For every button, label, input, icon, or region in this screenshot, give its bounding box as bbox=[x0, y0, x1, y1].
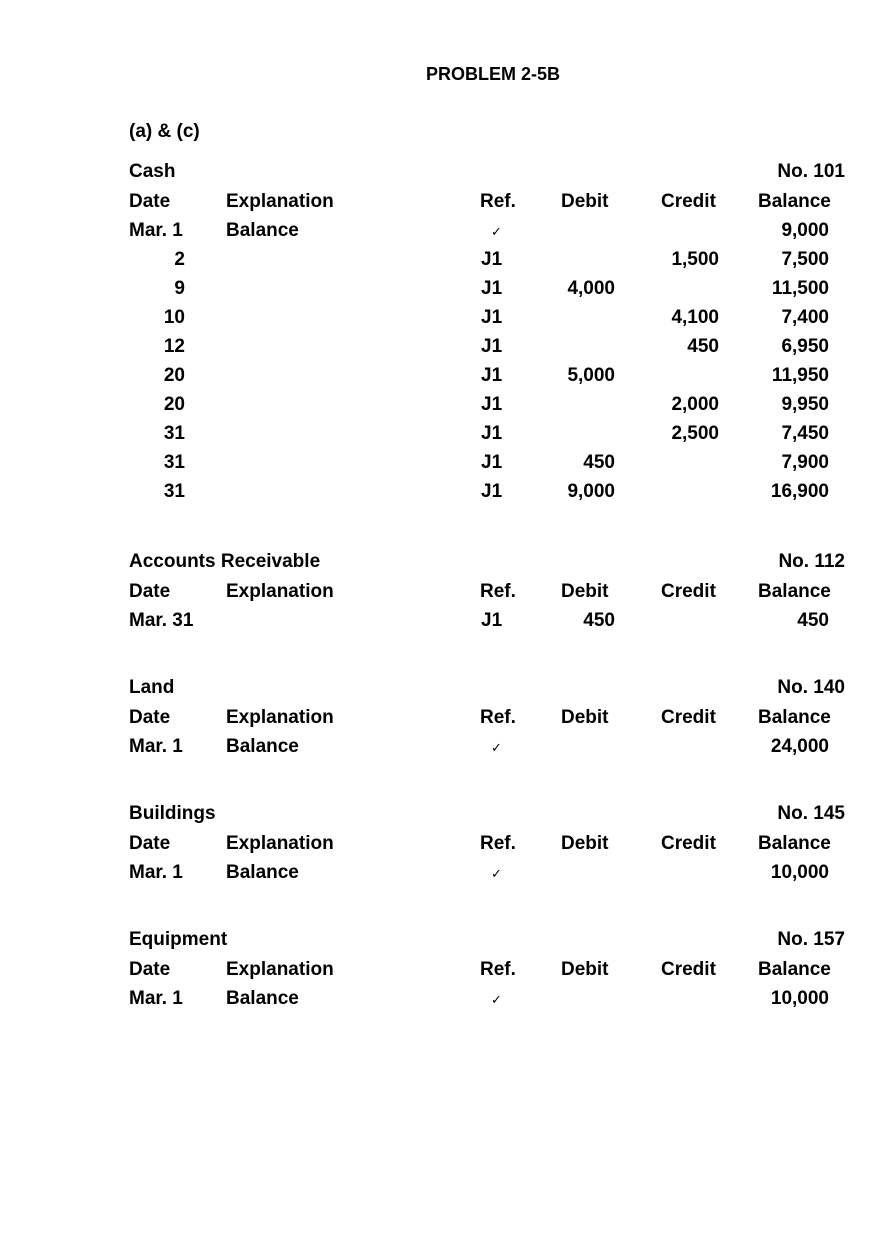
cell-balance: 11,500 bbox=[771, 278, 829, 299]
cell-ref: J1 bbox=[481, 452, 503, 473]
column-header-date: Date bbox=[129, 833, 171, 854]
cell-balance: 11,950 bbox=[771, 365, 829, 386]
account-header bbox=[129, 551, 845, 581]
ledger-row bbox=[129, 336, 845, 365]
ledger-row bbox=[129, 394, 845, 423]
cell-balance: 24,000 bbox=[770, 736, 829, 757]
cell-debit: 5,000 bbox=[567, 365, 615, 386]
cell-date: 10 bbox=[163, 307, 185, 328]
ledger-account-accounts-receivable bbox=[129, 551, 845, 639]
column-header-ref: Ref. bbox=[480, 191, 516, 212]
column-header-explanation: Explanation bbox=[226, 191, 334, 212]
column-header-ref: Ref. bbox=[480, 581, 516, 602]
ledger-row bbox=[129, 736, 845, 765]
column-header-balance: Balance bbox=[758, 959, 831, 980]
column-header-balance: Balance bbox=[758, 581, 831, 602]
ledger-row bbox=[129, 452, 845, 481]
column-header-debit: Debit bbox=[561, 191, 609, 212]
cell-balance: 9,000 bbox=[781, 220, 829, 241]
column-header-debit: Debit bbox=[561, 959, 609, 980]
checkmark-icon: ✓ bbox=[491, 740, 502, 755]
account-number: No. 112 bbox=[778, 551, 845, 572]
cell-debit: 9,000 bbox=[567, 481, 615, 502]
cell-balance: 16,900 bbox=[770, 481, 829, 502]
cell-balance: 7,500 bbox=[781, 249, 829, 270]
column-header-balance: Balance bbox=[758, 833, 831, 854]
column-header-explanation: Explanation bbox=[226, 581, 334, 602]
column-header-date: Date bbox=[129, 191, 171, 212]
account-number: No. 101 bbox=[777, 161, 845, 182]
cell-credit: 1,500 bbox=[671, 249, 719, 270]
ledger-row bbox=[129, 278, 845, 307]
account-header bbox=[129, 677, 845, 707]
cell-date: 20 bbox=[163, 394, 185, 415]
ledger-account-buildings bbox=[129, 803, 845, 891]
cell-ref: J1 bbox=[481, 307, 503, 328]
cell-balance: 9,950 bbox=[781, 394, 829, 415]
column-header-ref: Ref. bbox=[480, 959, 516, 980]
cell-balance: 6,950 bbox=[781, 336, 829, 357]
column-header-date: Date bbox=[129, 581, 171, 602]
cell-explanation: Balance bbox=[226, 988, 299, 1009]
cell-debit: 450 bbox=[583, 452, 615, 473]
column-header-balance: Balance bbox=[758, 707, 831, 728]
cell-ref: J1 bbox=[481, 278, 503, 299]
cell-ref: J1 bbox=[481, 481, 503, 502]
account-header bbox=[129, 929, 845, 959]
checkmark-icon: ✓ bbox=[491, 866, 502, 881]
ledger-row bbox=[129, 862, 845, 891]
column-header-credit: Credit bbox=[661, 581, 716, 602]
cell-debit: 4,000 bbox=[567, 278, 615, 299]
cell-date: 20 bbox=[163, 365, 185, 386]
ledger-row bbox=[129, 423, 845, 452]
account-name: Accounts Receivable bbox=[129, 551, 321, 572]
account-number: No. 140 bbox=[777, 677, 845, 698]
cell-explanation: Balance bbox=[226, 220, 299, 241]
account-number: No. 157 bbox=[777, 929, 845, 950]
checkmark-icon: ✓ bbox=[491, 992, 502, 1007]
column-header-row bbox=[129, 959, 845, 988]
part-label: (a) & (c) bbox=[129, 121, 200, 142]
cell-date: 9 bbox=[174, 278, 185, 299]
cell-explanation: Balance bbox=[226, 862, 299, 883]
column-header-debit: Debit bbox=[561, 581, 609, 602]
column-header-ref: Ref. bbox=[480, 707, 516, 728]
account-name: Cash bbox=[129, 161, 176, 182]
column-header-row bbox=[129, 707, 845, 736]
cell-date: Mar. 1 bbox=[129, 988, 183, 1009]
cell-credit: 450 bbox=[687, 336, 719, 357]
cell-balance: 7,900 bbox=[781, 452, 829, 473]
cell-credit: 4,100 bbox=[671, 307, 719, 328]
cell-ref: J1 bbox=[481, 394, 503, 415]
cell-ref: J1 bbox=[481, 336, 503, 357]
ledger-account-land bbox=[129, 677, 845, 765]
cell-date: 12 bbox=[163, 336, 185, 357]
cell-ref: J1 bbox=[481, 423, 503, 444]
cell-credit: 2,000 bbox=[671, 394, 719, 415]
column-header-debit: Debit bbox=[561, 707, 609, 728]
ledger-row bbox=[129, 610, 845, 639]
column-header-row bbox=[129, 191, 845, 220]
cell-date: Mar. 1 bbox=[129, 736, 183, 757]
column-header-explanation: Explanation bbox=[226, 959, 334, 980]
ledger-row bbox=[129, 307, 845, 336]
cell-date: Mar. 1 bbox=[129, 862, 183, 883]
column-header-explanation: Explanation bbox=[226, 707, 334, 728]
cell-date: 31 bbox=[163, 423, 185, 444]
account-header bbox=[129, 803, 845, 833]
cell-ref: J1 bbox=[481, 249, 503, 270]
cell-date: Mar. 31 bbox=[129, 610, 194, 631]
cell-debit: 450 bbox=[583, 610, 615, 631]
cell-balance: 7,400 bbox=[781, 307, 829, 328]
cell-ref: J1 bbox=[481, 365, 503, 386]
ledger-account-cash bbox=[129, 161, 845, 510]
column-header-credit: Credit bbox=[661, 191, 716, 212]
ledger-row bbox=[129, 365, 845, 394]
account-header bbox=[129, 161, 845, 191]
cell-explanation: Balance bbox=[226, 736, 299, 757]
cell-date: 31 bbox=[163, 481, 185, 502]
cell-balance: 10,000 bbox=[770, 862, 829, 883]
account-name: Buildings bbox=[129, 803, 216, 824]
cell-date: 31 bbox=[163, 452, 185, 473]
column-header-credit: Credit bbox=[661, 707, 716, 728]
account-name: Equipment bbox=[129, 929, 228, 950]
column-header-balance: Balance bbox=[758, 191, 831, 212]
cell-date: Mar. 1 bbox=[129, 220, 183, 241]
ledger-account-equipment bbox=[129, 929, 845, 1017]
ledger-row bbox=[129, 220, 845, 249]
column-header-credit: Credit bbox=[661, 833, 716, 854]
cell-balance: 7,450 bbox=[781, 423, 829, 444]
column-header-credit: Credit bbox=[661, 959, 716, 980]
ledger-row bbox=[129, 988, 845, 1017]
ledger-row bbox=[129, 481, 845, 510]
cell-date: 2 bbox=[174, 249, 185, 270]
cell-balance: 10,000 bbox=[770, 988, 829, 1009]
column-header-row bbox=[129, 833, 845, 862]
column-header-date: Date bbox=[129, 707, 171, 728]
column-header-explanation: Explanation bbox=[226, 833, 334, 854]
column-header-row bbox=[129, 581, 845, 610]
cell-ref: J1 bbox=[481, 610, 503, 631]
checkmark-icon: ✓ bbox=[491, 224, 502, 239]
column-header-date: Date bbox=[129, 959, 171, 980]
column-header-debit: Debit bbox=[561, 833, 609, 854]
cell-credit: 2,500 bbox=[671, 423, 719, 444]
cell-balance: 450 bbox=[797, 610, 829, 631]
page-title: PROBLEM 2-5B bbox=[425, 64, 560, 84]
account-number: No. 145 bbox=[777, 803, 845, 824]
column-header-ref: Ref. bbox=[480, 833, 516, 854]
account-name: Land bbox=[129, 677, 175, 698]
ledger-row bbox=[129, 249, 845, 278]
